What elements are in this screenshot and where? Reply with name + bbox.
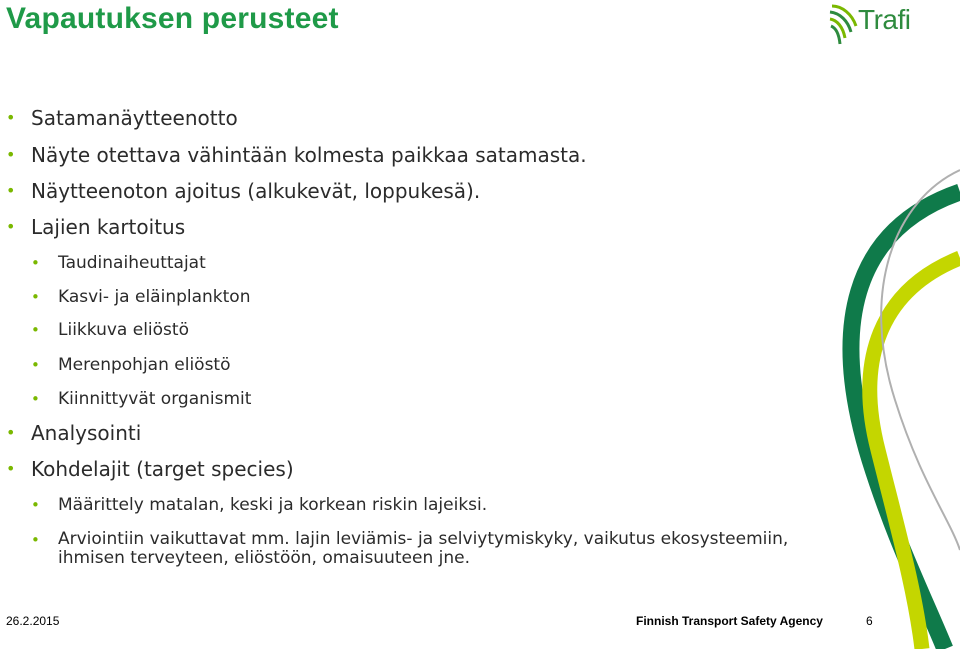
bullet-text: Näytteenoton ajoitus (alkukevät, loppukesä). (31, 179, 481, 203)
bullet-text: Näyte otettava vähintään kolmesta paikkaa satamasta. (31, 143, 587, 167)
footer-agency-name: Finnish Transport Safety Agency (636, 614, 823, 628)
bullet-item (6, 143, 587, 167)
bullet-text: Kiinnittyvät organismit (58, 389, 252, 409)
bullet-text: Merenpohjan eliöstö (58, 355, 231, 375)
bullet-dot-icon: • (6, 217, 16, 236)
sub-bullet-item (31, 495, 488, 515)
bullet-dot-icon: • (31, 288, 40, 306)
sub-bullet-item (31, 355, 231, 375)
bullet-text: Määrittely matalan, keski ja korkean riskin lajeiksi. (58, 495, 488, 515)
bullet-text: Arviointiin vaikuttavat mm. lajin leviämis- ja selviytymiskyky, vaikutus ekosysteemiin, ihmisen terveyteen, eliöstöön, omaisuuteen jne. (58, 529, 789, 568)
trafi-logo-text: Trafi (858, 4, 911, 35)
bullet-text: Taudinaiheuttajat (58, 253, 206, 273)
bullet-dot-icon: • (6, 145, 16, 164)
bullet-text: Satamanäytteenotto (31, 106, 238, 130)
bullet-dot-icon: • (6, 459, 16, 478)
slide-title: Vapautuksen perusteet (6, 2, 339, 35)
bullet-item (6, 421, 142, 445)
bullet-text: Kasvi- ja eläinplankton (58, 287, 251, 307)
bullet-dot-icon: • (31, 531, 40, 549)
bullet-text: Analysointi (31, 421, 142, 445)
footer-date: 26.2.2015 (6, 614, 60, 628)
sub-bullet-item (31, 320, 189, 340)
bullet-dot-icon: • (6, 423, 16, 442)
bullet-dot-icon: • (6, 108, 16, 127)
bullet-dot-icon: • (31, 496, 40, 514)
sub-bullet-item (31, 529, 818, 568)
bullet-dot-icon: • (31, 390, 40, 408)
bullet-text: Kohdelajit (target species) (31, 457, 294, 481)
sub-bullet-item (31, 253, 206, 273)
bullet-dot-icon: • (31, 321, 40, 339)
bullet-item (6, 179, 481, 203)
bullet-item (6, 106, 238, 130)
footer-page-number: 6 (866, 614, 873, 628)
sub-bullet-item (31, 389, 252, 409)
bullet-item (6, 457, 294, 481)
bullet-dot-icon: • (31, 356, 40, 374)
bullet-text: Liikkuva eliöstö (58, 320, 189, 340)
sub-bullet-item (31, 287, 251, 307)
bullet-item (6, 215, 186, 239)
bullet-dot-icon: • (31, 254, 40, 272)
bullet-text: Lajien kartoitus (31, 215, 186, 239)
bullet-dot-icon: • (6, 181, 16, 200)
